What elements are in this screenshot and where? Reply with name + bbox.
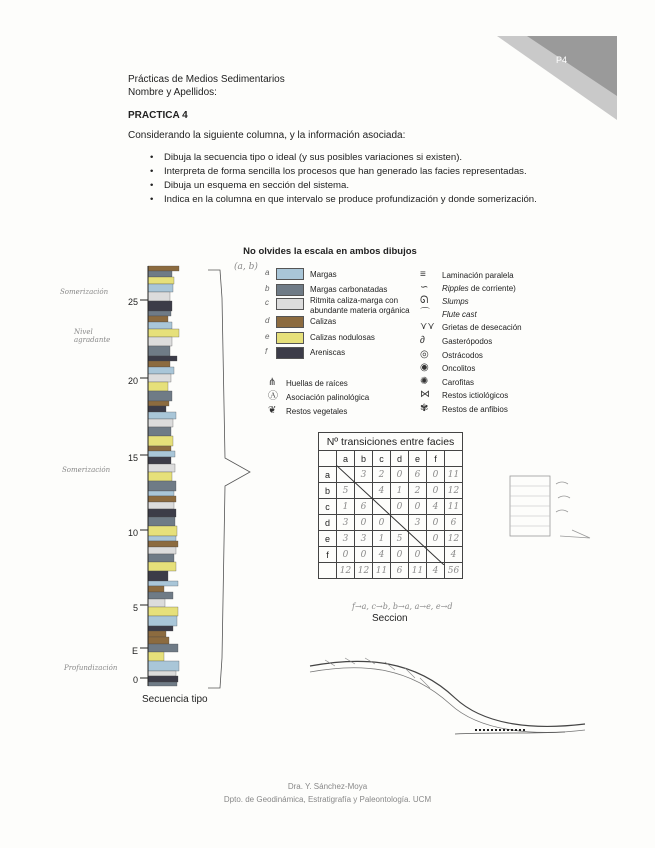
task-item: • Interpreta de forma sencilla los procesos que han generado las facies representadas. xyxy=(150,165,540,179)
fish-remains-icon: ⋈ xyxy=(420,389,430,400)
footer-department: Dpto. de Geodinámica, Estratigrafía y Paleontología. UCM xyxy=(223,795,432,804)
task-list xyxy=(150,151,540,207)
slumps-icon: ᘏ xyxy=(420,295,429,306)
legend-label: Restos vegetales xyxy=(286,407,348,416)
transition-count: 0 xyxy=(427,467,445,483)
row-header: a xyxy=(319,467,337,483)
column-header: f xyxy=(427,451,445,467)
stratum-layer xyxy=(148,367,174,374)
course-title: Prácticas de Medios Sedimentarios xyxy=(128,74,285,85)
stratum-layer xyxy=(148,451,175,457)
column-total: 11 xyxy=(409,563,427,579)
column-total: 12 xyxy=(337,563,355,579)
stratum-layer xyxy=(148,316,168,322)
transition-count: 0 xyxy=(427,531,445,547)
bracket-letters: (a, b) xyxy=(234,262,258,272)
facies-swatch-ritmita xyxy=(276,298,304,310)
stratum-layer xyxy=(148,464,175,472)
transition-count: 0 xyxy=(337,547,355,563)
stratum-layer xyxy=(148,337,172,346)
palynology-icon: Ⓐ xyxy=(268,391,278,402)
stratum-layer xyxy=(148,427,171,436)
handwritten-annotation: Somerización xyxy=(60,288,109,296)
stratum-layer xyxy=(148,661,179,671)
transition-count: 2 xyxy=(409,483,427,499)
practice-title: PRACTICA 4 xyxy=(128,110,188,121)
stratum-layer xyxy=(148,541,178,547)
facies-swatch-margas-carbonatadas xyxy=(276,284,304,296)
transition-count: 0 xyxy=(373,515,391,531)
stratum-layer xyxy=(148,271,172,277)
section-title: Seccion xyxy=(372,613,408,624)
column-header: b xyxy=(355,451,373,467)
stratigraphic-column xyxy=(110,258,260,698)
ripples-label: Ripples xyxy=(442,284,469,293)
name-line: Nombre y Apellidos: xyxy=(128,87,217,98)
ostracods-icon: ◎ xyxy=(420,349,429,360)
stratum-layer xyxy=(148,346,170,356)
transition-count: 0 xyxy=(391,547,409,563)
stratum-layer xyxy=(148,599,165,607)
section-formula: f→a, c→b, b→a, a→e, e→d xyxy=(352,602,453,611)
task-item: • Dibuja la secuencia tipo o ideal (y sus posibles variaciones si existen). xyxy=(150,151,540,165)
stratum-layer xyxy=(148,457,171,464)
roots-icon: ⋔ xyxy=(268,377,277,388)
stratum-layer xyxy=(148,502,174,509)
legend-label xyxy=(442,284,516,294)
stratum-layer xyxy=(148,301,172,311)
stratum-layer xyxy=(148,322,172,329)
legend-label: Calizas xyxy=(310,317,337,326)
legend-label: Oncolitos xyxy=(442,364,476,373)
plant-remains-icon: ❦ xyxy=(268,405,277,416)
legend-label: Slumps xyxy=(442,297,469,306)
transition-count: 5 xyxy=(337,483,355,499)
stratum-layer xyxy=(148,581,178,586)
transition-count: 0 xyxy=(409,499,427,515)
legend-label: Gasterópodos xyxy=(442,337,493,346)
stratum-layer xyxy=(148,406,166,412)
stratum-layer xyxy=(148,562,176,571)
stratum-layer xyxy=(148,361,170,367)
stratum-layer xyxy=(148,616,177,626)
legend-label: Areniscas xyxy=(310,348,346,357)
transition-count: 6 xyxy=(355,499,373,515)
stratum-layer xyxy=(148,526,177,536)
legend-label: Restos ictiológicos xyxy=(442,391,509,400)
stratum-layer xyxy=(148,682,177,686)
table-title: Nº transiciones entre facies xyxy=(319,433,463,451)
facies-swatch-calizas-nodulosas xyxy=(276,332,304,344)
stratum-layer xyxy=(148,571,168,581)
facies-swatch-calizas xyxy=(276,316,304,328)
legend-label: Margas xyxy=(310,270,337,279)
stratum-layer xyxy=(148,586,164,592)
stratum-layer xyxy=(148,547,176,554)
transition-count: 0 xyxy=(409,547,427,563)
stratum-layer xyxy=(148,509,176,517)
column-total: 11 xyxy=(373,563,391,579)
legend-label: Asociación palinológica xyxy=(286,393,370,402)
tick-label: 10 xyxy=(127,528,138,538)
handwritten-annotation: Somerización xyxy=(62,466,111,474)
transition-count: 4 xyxy=(373,483,391,499)
stratum-layer xyxy=(148,607,178,616)
column-caption: Secuencia tipo xyxy=(142,694,208,705)
transition-count: 3 xyxy=(355,531,373,547)
page-corner-decoration xyxy=(497,36,617,120)
transition-count: 6 xyxy=(409,467,427,483)
tick-label: E xyxy=(131,646,138,656)
column-total: 6 xyxy=(391,563,409,579)
stratum-layer xyxy=(148,436,173,446)
flute-cast-icon: ⌒ xyxy=(420,308,430,319)
stratum-layer xyxy=(148,592,173,599)
transition-count: 1 xyxy=(391,483,409,499)
transition-count: 0 xyxy=(355,515,373,531)
intro-text: Considerando la siguiente columna, y la información asociada: xyxy=(128,130,406,141)
facies-letter: c xyxy=(265,298,269,307)
facies-swatch-areniscas xyxy=(276,347,304,359)
tick-label: 25 xyxy=(127,297,138,307)
stratum-layer xyxy=(148,671,176,676)
row-total: 4 xyxy=(445,547,463,563)
column-header: c xyxy=(373,451,391,467)
stratum-layer xyxy=(148,284,173,292)
stratum-layer xyxy=(148,536,176,541)
stratum-layer xyxy=(148,277,174,284)
stratum-layer xyxy=(148,412,176,419)
transition-count: 0 xyxy=(427,483,445,499)
row-total: 11 xyxy=(445,499,463,515)
transition-count: 4 xyxy=(373,547,391,563)
facies-letter: d xyxy=(265,316,270,325)
scale-note: No olvides la escala en ambos dibujos xyxy=(243,246,417,257)
row-header: e xyxy=(319,531,337,547)
footer-author: Dra. Y. Sánchez-Moya xyxy=(287,782,368,791)
stratum-layer xyxy=(148,554,174,562)
row-total: 12 xyxy=(445,483,463,499)
charophytes-icon: ✺ xyxy=(420,376,429,387)
transition-count: 3 xyxy=(337,515,355,531)
facies-letter: a xyxy=(265,268,270,277)
column-header: d xyxy=(391,451,409,467)
stratum-layer xyxy=(148,401,169,406)
stratum-layer xyxy=(148,517,175,526)
row-total: 6 xyxy=(445,515,463,531)
transition-count: 3 xyxy=(337,531,355,547)
stratum-layer xyxy=(148,419,173,427)
tick-label: 20 xyxy=(127,376,138,386)
legend-label: Calizas nodulosas xyxy=(310,333,375,342)
stratum-layer xyxy=(148,329,179,337)
legend-label: Ostrácodos xyxy=(442,351,483,360)
facies-letter: b xyxy=(265,284,270,293)
legend-label: Restos de anfibios xyxy=(442,405,508,414)
stratum-layer xyxy=(148,626,173,631)
stratum-layer xyxy=(148,652,164,661)
task-item: • Indica en la columna en que intervalo se produce profundización y donde somerización. xyxy=(150,193,540,207)
transition-count: 0 xyxy=(391,499,409,515)
stratum-layer xyxy=(148,631,166,637)
row-header: f xyxy=(319,547,337,563)
row-header: c xyxy=(319,499,337,515)
transition-count: 1 xyxy=(373,531,391,547)
column-total: 12 xyxy=(355,563,373,579)
stratum-layer xyxy=(148,491,174,496)
stratum-layer xyxy=(148,676,178,682)
stratum-layer xyxy=(148,292,170,301)
transition-count: 2 xyxy=(373,467,391,483)
section-sketch xyxy=(305,648,595,758)
stratum-layer xyxy=(148,481,176,491)
transition-count: 5 xyxy=(391,531,409,547)
stratum-layer xyxy=(148,382,168,391)
legend-label: Grietas de desecación xyxy=(442,323,522,332)
legend-label: Laminación paralela xyxy=(442,271,514,280)
gastropods-icon: ∂ xyxy=(420,335,425,346)
row-total: 11 xyxy=(445,467,463,483)
grand-total: 56 xyxy=(445,563,463,579)
parallel-lamination-icon: ≡ xyxy=(420,269,426,280)
transition-count: 0 xyxy=(355,547,373,563)
facies-letter: e xyxy=(265,332,270,341)
table-diagonal xyxy=(336,465,490,565)
legend-label: Ritmita caliza-marga con abundante materia orgánica xyxy=(310,296,410,315)
stratum-layer xyxy=(148,472,172,481)
column-header: e xyxy=(409,451,427,467)
stratum-layer xyxy=(148,391,172,401)
oncolites-icon: ◉ xyxy=(420,362,429,373)
transition-count: 1 xyxy=(337,499,355,515)
facies-letter: f xyxy=(265,347,268,356)
stratum-layer xyxy=(148,637,169,644)
legend-label: Flute cast xyxy=(442,310,477,319)
amphibian-remains-icon: ✾ xyxy=(420,403,429,414)
legend-label: Huellas de raíces xyxy=(286,379,348,388)
stratum-layer xyxy=(148,266,179,271)
transition-count: 0 xyxy=(427,515,445,531)
transition-count: 4 xyxy=(427,499,445,515)
stratum-layer xyxy=(148,644,178,652)
task-item: • Dibuja un esquema en sección del sistema. xyxy=(150,179,540,193)
handwritten-annotation: Profundización xyxy=(64,664,118,672)
tick-label: 15 xyxy=(127,453,138,463)
column-header: a xyxy=(337,451,355,467)
row-header: b xyxy=(319,483,337,499)
legend-label: Margas carbonatadas xyxy=(310,285,388,294)
desiccation-cracks-icon: ⋎⋎ xyxy=(420,321,435,332)
transition-count: 3 xyxy=(355,467,373,483)
page-number: P4 xyxy=(556,55,568,65)
ripples-icon: ∽ xyxy=(420,282,429,293)
row-header: d xyxy=(319,515,337,531)
tick-label: 0 xyxy=(132,675,138,685)
handwritten-annotation: Nivel agradante xyxy=(74,328,111,344)
stratum-layer xyxy=(148,374,171,382)
ripples-suffix: de corriente) xyxy=(470,284,516,293)
column-sketch xyxy=(500,470,610,550)
transition-count: 3 xyxy=(409,515,427,531)
tick-label: 5 xyxy=(132,603,138,613)
stratum-layer xyxy=(148,496,176,502)
transition-count: 0 xyxy=(391,467,409,483)
stratum-layer xyxy=(148,311,171,316)
legend-label: Carofitas xyxy=(442,378,475,387)
column-total: 4 xyxy=(427,563,445,579)
facies-swatch-margas xyxy=(276,268,304,280)
stratum-layer xyxy=(148,446,171,451)
row-total: 12 xyxy=(445,531,463,547)
stratum-layer xyxy=(148,356,177,361)
